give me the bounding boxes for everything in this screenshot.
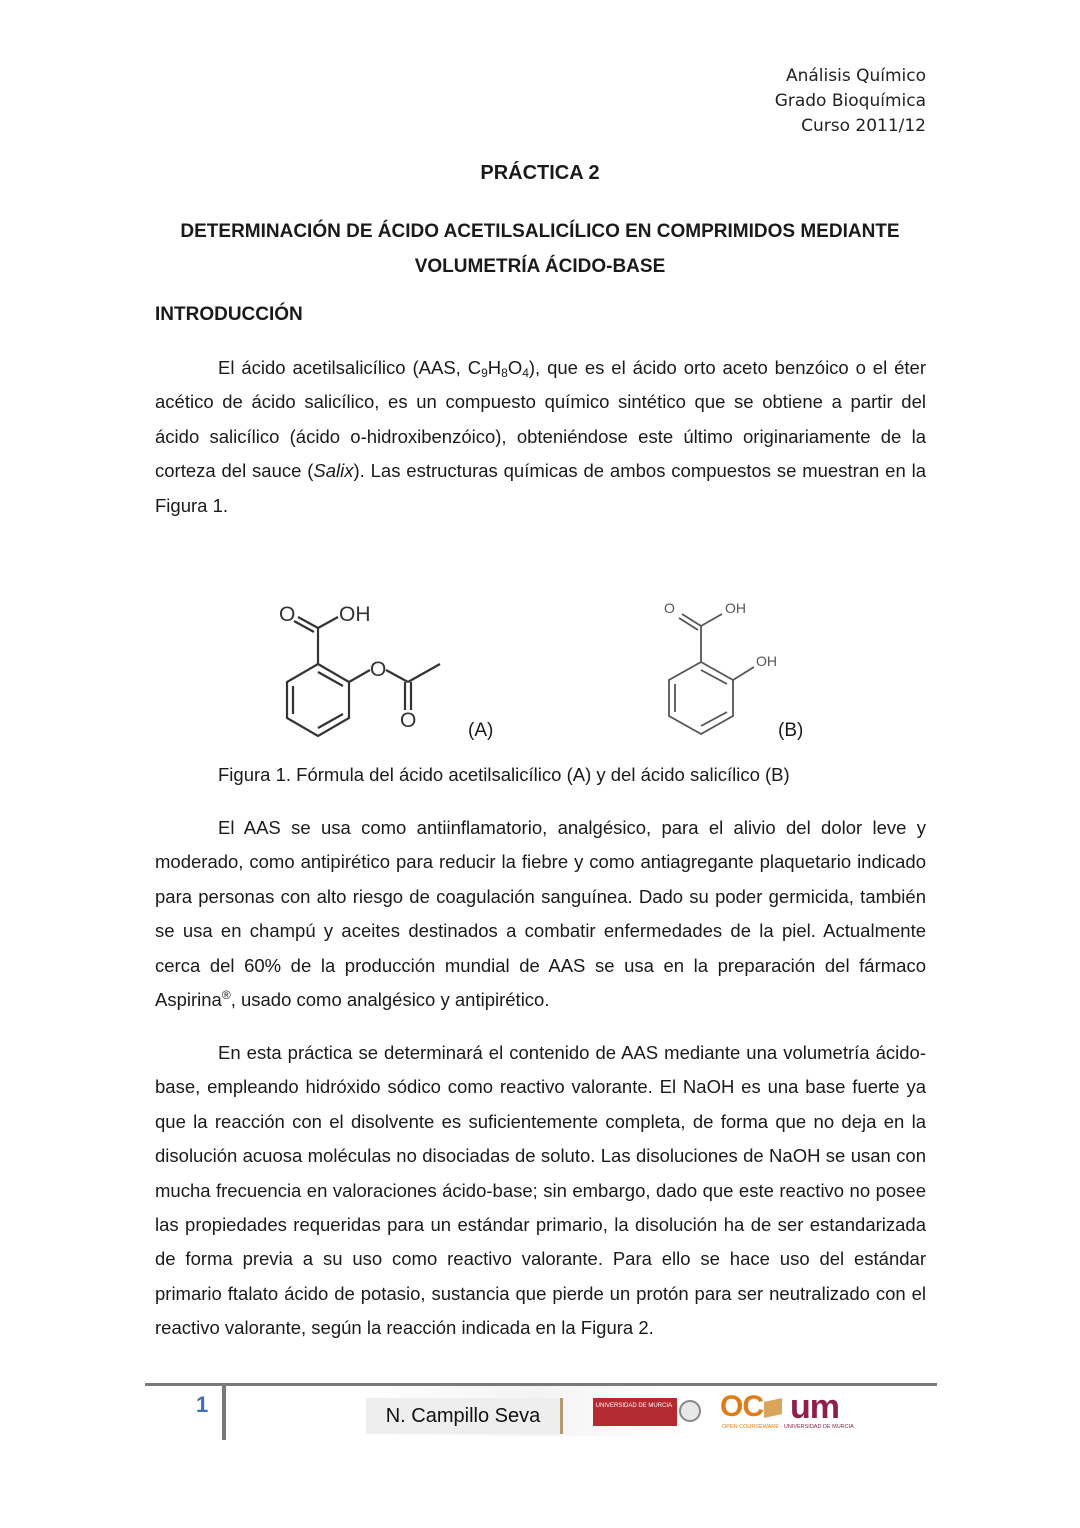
intro-paragraph-2 <box>155 811 926 1017</box>
registered-mark: ® <box>221 988 231 1003</box>
atom-o-ester-carbonyl: O <box>400 709 417 732</box>
p2-text-b: , usado como analgésico y antipirético. <box>230 989 550 1011</box>
um-seal-icon <box>679 1400 701 1422</box>
subtitle-line-1: DETERMINACIÓN DE ÁCIDO ACETILSALICÍLICO EN COMPRIMIDOS MEDIANTE <box>180 221 900 242</box>
p1-sub-o: 4 <box>522 366 529 380</box>
ring-b-double-bond-1 <box>701 670 727 684</box>
carbonyl-bond-b2 <box>679 618 698 630</box>
figure-1-caption: Figura 1. Fórmula del ácido acetilsalicílico (A) y del ácido salicílico (B) <box>218 764 790 785</box>
ocw-box-icon <box>764 1398 782 1418</box>
section-heading-introduccion: INTRODUCCIÓN <box>155 304 303 325</box>
benzene-ring-b <box>669 662 733 734</box>
intro-paragraph-1 <box>155 351 926 523</box>
universidad-murcia-logo <box>593 1398 703 1426</box>
figure-1-structures <box>0 580 1080 760</box>
atom-oh-carboxyl-b: OH <box>725 600 746 616</box>
hydroxyl-bond-b <box>701 614 722 626</box>
page-number: 1 <box>196 1392 209 1417</box>
p1-text-h: H <box>487 357 502 378</box>
benzene-ring-a <box>287 664 349 736</box>
p1-sub-c: 9 <box>481 366 488 380</box>
acetylsalicylic-acid-structure <box>287 617 440 736</box>
ring-a-double-bond-1 <box>318 672 343 686</box>
salicylic-acid-structure <box>669 614 754 734</box>
atom-o-ester: O <box>370 658 387 681</box>
figure-label-a: (A) <box>468 720 494 741</box>
ring-a-double-bond-2 <box>318 714 343 728</box>
course-subject: Análisis Químico <box>785 66 926 86</box>
ester-bond-2 <box>386 670 408 682</box>
author-name: N. Campillo Seva <box>366 1398 563 1434</box>
intro-paragraph-3: En esta práctica se determinará el contenido de AAS mediante una volumetría ácido-base, empleando hidróxido sódico como reactivo valorante. El NaOH es una base fuerte ya que la reacción con el disolvente es suficientemente completa, de forma que no deja en la disolución acuosa moléculas no disociadas de soluto. Las disoluciones de NaOH se usan con mucha frecuencia en valoraciones ácido-base; sin embargo, dado que este reactivo no posee las propiedades requeridas para un estándar primario, la disolución ha de ser estandarizada de forma previa a su uso como reactivo valorante. Para ello se hace uso del estándar primario ftalato ácido de potasio, sustancia que pierde un protón para ser neutralizado con el reactivo valorante, según la reacción indicada en la Figura 2. <box>155 1042 926 1339</box>
atom-o-carbonyl-a: O <box>279 603 296 626</box>
ocw-um-logo <box>720 1388 870 1432</box>
um-logo-text: UNIVERSIDAD DE MURCIA <box>593 1398 677 1426</box>
carbonyl-bond-a2 <box>294 621 314 632</box>
p2-text-a: El AAS se usa como antiinflamatorio, analgésico, para el alivio del dolor leve y moderado, como antipirético para reducir la fiebre y como antiagregante plaquetario indicado para personas con alto riesgo de coagulación sanguínea. Dado su poder germicida, también se usa en champú y aceites destinados a combatir enfermedades de la piel. Actualmente cerca del 60% de la producción mundial de AAS se usa en la preparación del fármaco Aspirina <box>155 817 926 1011</box>
p1-italic-salix: Salix <box>313 460 354 482</box>
atom-oh-phenol-b: OH <box>756 653 777 669</box>
p1-text-b: ), que es el ácido orto aceto benzóico o el éter acético de ácido salicílico, es un compuesto químico sintético que se obtiene a partir del ácido salicílico (ácido o-hidroxibenzóico), obteniéndose este último originariamente de la corteza del sauce ( <box>155 357 926 482</box>
phenol-bond-b <box>733 667 754 680</box>
practice-subtitle <box>150 214 930 284</box>
atom-oh-a: OH <box>339 603 371 626</box>
course-info <box>775 64 926 139</box>
p1-text-c: ). Las estructuras químicas de ambos compuestos se muestran en la Figura 1. <box>155 460 926 516</box>
methyl-bond <box>408 664 440 682</box>
p1-text-o: O <box>507 357 523 378</box>
practice-title: PRÁCTICA 2 <box>480 162 600 184</box>
hydroxyl-bond-a <box>318 617 338 628</box>
atom-o-carbonyl-b: O <box>664 600 675 616</box>
p1-text-a: El ácido acetilsalicílico (AAS, C <box>218 357 482 378</box>
ocw-tagline-a: OPEN COURSEWARE <box>722 1424 779 1430</box>
carbonyl-bond-b1 <box>682 614 701 626</box>
ring-b-double-bond-2 <box>701 712 727 726</box>
figure-label-b: (B) <box>778 720 804 741</box>
ocw-tagline-b: · UNIVERSIDAD DE MURCIA <box>778 1424 854 1430</box>
ocw-um-text: um <box>790 1388 839 1426</box>
footer-divider <box>222 1386 226 1440</box>
course-year: Curso 2011/12 <box>801 116 926 136</box>
ocw-oc-text: OC <box>720 1390 763 1423</box>
course-degree: Grado Bioquímica <box>774 91 926 111</box>
p1-sub-h: 8 <box>501 366 508 380</box>
ester-bond-1 <box>349 670 370 682</box>
ocw-tagline <box>722 1424 854 1430</box>
carbonyl-bond-a1 <box>298 617 318 628</box>
subtitle-line-2: VOLUMETRÍA ÁCIDO-BASE <box>414 256 666 277</box>
